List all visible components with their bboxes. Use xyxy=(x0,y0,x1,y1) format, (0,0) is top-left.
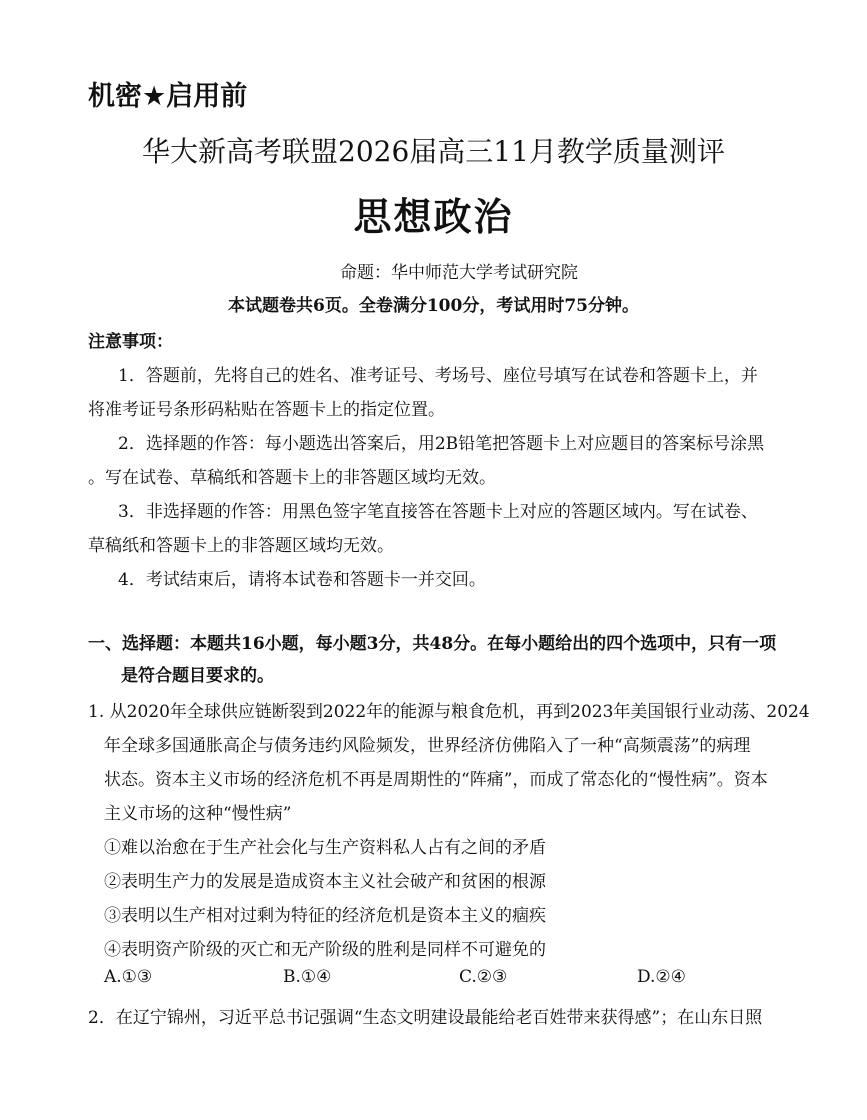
note-line: 4．考试结束后，请将本试卷和答题卡一并交回。 xyxy=(118,570,486,590)
statement-4: ④表明资产阶级的灭亡和无产阶级的胜利是同样不可避免的 xyxy=(104,940,546,960)
question-1-stem: 状态。资本主义市场的经济危机不再是周期性的“阵痛”，而成了常态化的“慢性病”。资本 xyxy=(104,770,768,790)
option-d: D.②④ xyxy=(637,967,686,987)
author-line: 命题：华中师范大学考试研究院 xyxy=(340,263,578,283)
subject-title: 思想政治 xyxy=(353,194,514,239)
notes-heading: 注意事项： xyxy=(88,332,173,352)
section-heading: 一、选择题：本题共16小题，每小题3分，共48分。在每小题给出的四个选项中，只有一项 xyxy=(88,634,777,654)
note-line: 3．非选择题的作答：用黑色签字笔直接答在答题卡上对应的答题区域内。写在试卷、 xyxy=(118,502,758,522)
question-1-stem: 主义市场的这种“慢性病” xyxy=(104,804,292,824)
section-heading-cont: 是符合题目要求的。 xyxy=(121,666,274,686)
question-1-stem: 年全球多国通胀高企与债务违约风险频发，世界经济仿佛陷入了一种“高频震荡”的病理 xyxy=(104,736,751,756)
option-a: A.①③ xyxy=(104,967,153,987)
exam-meta: 本试题卷共6页。全卷满分100分，考试用时75分钟。 xyxy=(228,296,639,316)
statement-1: ①难以治愈在于生产社会化与生产资料私人占有之间的矛盾 xyxy=(104,838,546,858)
statement-2: ②表明生产力的发展是造成资本主义社会破产和贫困的根源 xyxy=(104,872,546,892)
option-c: C.②③ xyxy=(459,967,508,987)
secret-label: 机密★启用前 xyxy=(88,81,248,112)
note-line: 2．选择题的作答：每小题选出答案后，用2B铅笔把答题卡上对应题目的答案标号涂黑 xyxy=(118,434,765,454)
note-line: 1．答题前，先将自己的姓名、准考证号、考场号、座位号填写在试卷和答题卡上，并 xyxy=(118,366,758,386)
statement-3: ③表明以生产相对过剩为特征的经济危机是资本主义的痼疾 xyxy=(104,906,546,926)
note-line: 将准考证号条形码粘贴在答题卡上的指定位置。 xyxy=(88,400,445,420)
exam-title: 华大新高考联盟2026届高三11月教学质量测评 xyxy=(142,135,725,168)
note-line: 。写在试卷、草稿纸和答题卡上的非答题区域均无效。 xyxy=(88,468,496,488)
option-b: B.①④ xyxy=(283,967,332,987)
note-line: 草稿纸和答题卡上的非答题区域均无效。 xyxy=(88,536,394,556)
question-1-stem: 1. 从2020年全球供应链断裂到2022年的能源与粮食危机，再到2023年美国银行业动荡、2024 xyxy=(88,702,810,722)
question-2-stem: 2．在辽宁锦州，习近平总书记强调“生态文明建设最能给老百姓带来获得感”；在山东日照 xyxy=(88,1008,763,1028)
